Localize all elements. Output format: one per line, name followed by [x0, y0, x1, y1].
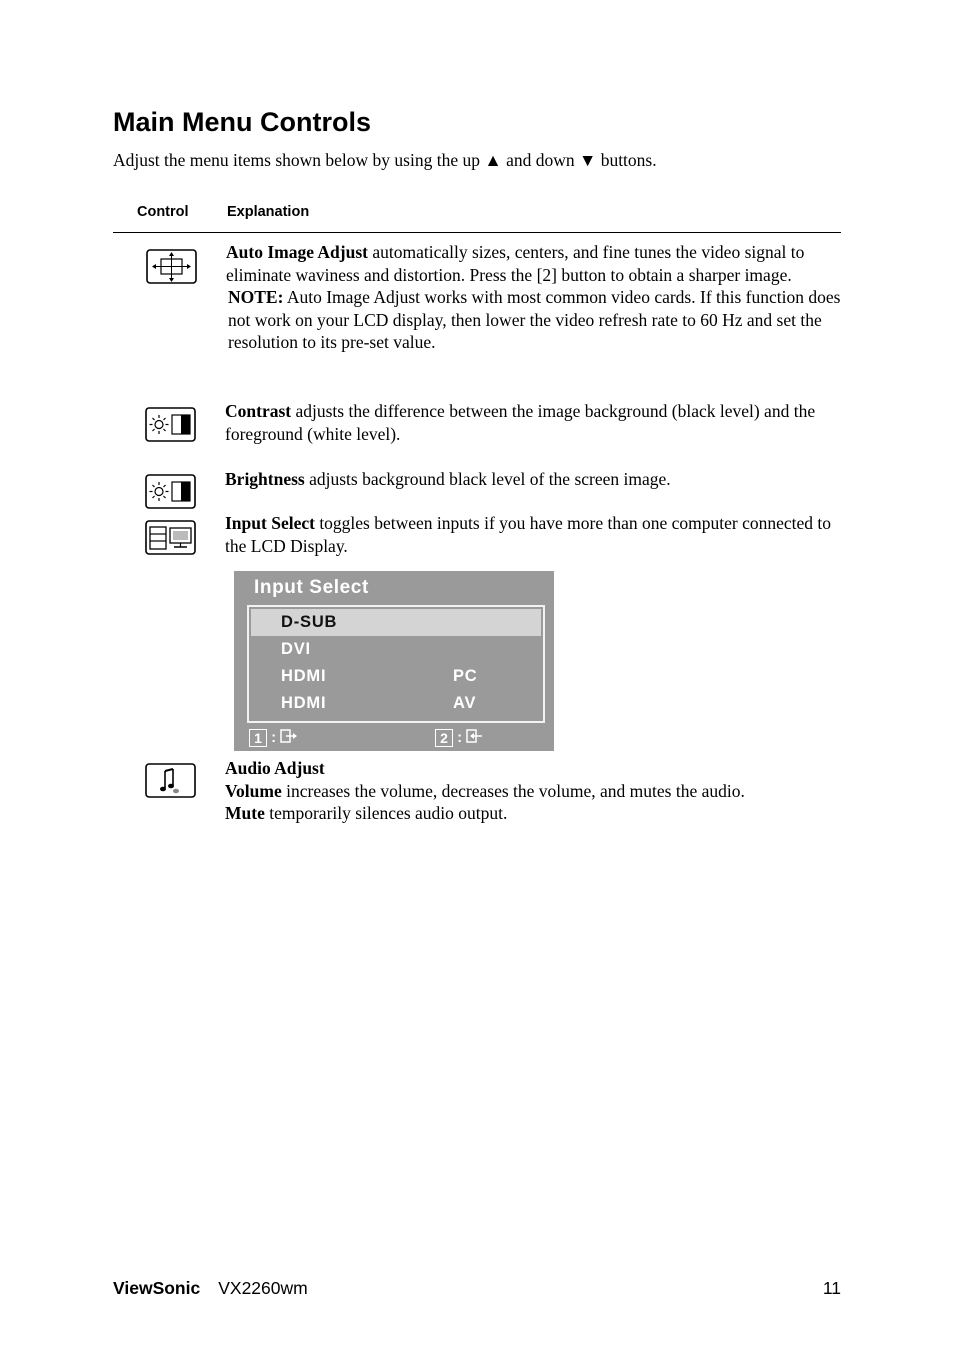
auto-image-adjust-desc: automatically sizes, centers, and fine tunes the video signal to eliminate waviness and distortion. Press the [2] button to obtain a sharper image. — [226, 242, 805, 285]
model-name: VX2260wm — [218, 1278, 308, 1298]
osd-input-list — [247, 605, 545, 723]
auto-image-adjust-note — [228, 286, 841, 354]
osd-option-sub: PC — [453, 667, 478, 685]
osd-option-dvi[interactable] — [251, 636, 541, 663]
mute-desc: temporarily silences audio output. — [264, 803, 508, 823]
header-explanation: Explanation — [227, 204, 310, 220]
contrast-icon — [145, 407, 193, 441]
note-text: Auto Image Adjust works with most common video cards. If this function does not work on your LCD display, then lower the video refresh rate to 60 Hz and set the resolution to its pre-set value. — [228, 287, 841, 352]
up-triangle-icon: ▲ — [484, 150, 502, 170]
audio-adjust-icon — [145, 763, 193, 797]
intro-part-3: buttons. — [600, 150, 657, 170]
volume-label: Volume — [225, 780, 282, 801]
brightness-icon — [145, 474, 193, 508]
mute-label: Mute — [225, 803, 265, 823]
osd-option-hdmi-av[interactable] — [251, 690, 541, 717]
audio-adjust-text — [225, 757, 840, 825]
header-control: Control — [137, 204, 189, 220]
osd-option-label: DVI — [281, 640, 311, 658]
contrast-desc: adjusts the difference between the image background (black level) and the foreground (white level). — [225, 401, 816, 444]
input-select-label: Input Select — [225, 513, 315, 533]
osd-option-label: HDMI — [281, 694, 327, 712]
footer-brand — [113, 1277, 308, 1299]
down-triangle-icon: ▼ — [578, 150, 597, 170]
input-select-text — [225, 512, 840, 557]
contrast-text — [225, 400, 840, 445]
key-1-sep: : — [271, 728, 277, 746]
brand-name: ViewSonic — [113, 1278, 201, 1298]
page-number: 11 — [822, 1278, 841, 1298]
osd-option-hdmi-pc[interactable] — [251, 663, 541, 690]
osd-title: Input Select — [254, 577, 369, 598]
osd-option-label: D-SUB — [281, 613, 338, 631]
enter-icon — [280, 728, 298, 748]
osd-option-dsub[interactable] — [251, 609, 541, 636]
osd-option-label: HDMI — [281, 667, 327, 685]
key-1-box: 1 — [249, 729, 267, 747]
auto-image-adjust-text — [226, 241, 841, 354]
osd-key-1-hint — [249, 728, 298, 748]
brightness-label: Brightness — [225, 469, 305, 489]
key-2-sep: : — [457, 728, 463, 746]
exit-icon — [466, 728, 484, 748]
volume-desc: increases the volume, decreases the volume, and mutes the audio. — [281, 780, 745, 801]
osd-key-2-hint — [435, 728, 484, 748]
brightness-desc: adjusts background black level of the screen image. — [304, 469, 671, 489]
input-select-icon — [145, 520, 193, 554]
intro-part-2: and down — [506, 150, 575, 170]
audio-adjust-label: Audio Adjust — [225, 758, 325, 778]
note-label: NOTE: — [228, 287, 284, 307]
intro-part-1: Adjust the menu items shown below by using the up — [113, 150, 480, 170]
osd-option-sub: AV — [453, 694, 477, 712]
osd-input-select-panel — [234, 571, 554, 751]
auto-image-adjust-icon — [146, 249, 194, 283]
contrast-label: Contrast — [225, 401, 292, 421]
brightness-text — [225, 468, 840, 491]
intro-text — [113, 148, 657, 172]
key-2-box: 2 — [435, 729, 453, 747]
page-title: Main Menu Controls — [113, 107, 371, 137]
auto-image-adjust-label: Auto Image Adjust — [226, 242, 368, 262]
header-divider — [113, 232, 841, 233]
input-select-desc: toggles between inputs if you have more than one computer connected to the LCD Display. — [225, 513, 832, 556]
